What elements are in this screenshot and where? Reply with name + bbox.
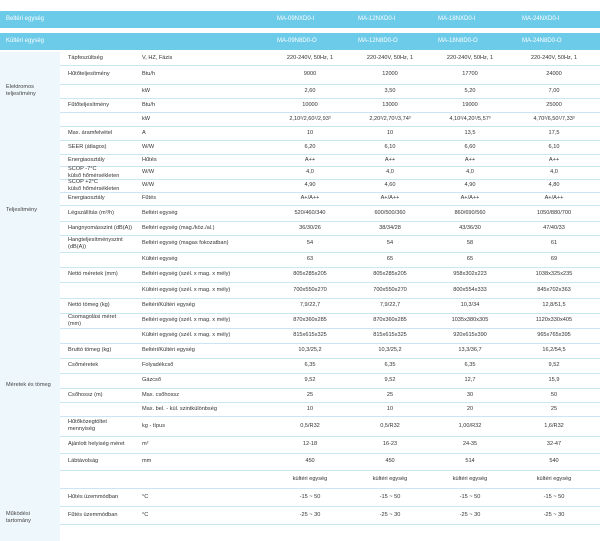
row-unit: A xyxy=(142,130,146,136)
value-cell: 2,20²/2,70¹/3,74³ xyxy=(369,116,411,122)
table-row xyxy=(60,252,600,268)
value-cell: 600/500/360 xyxy=(374,210,406,216)
value-cell: 6,35 xyxy=(464,362,476,368)
value-cell: -25 ~ 30 xyxy=(379,512,401,518)
value-cell: 4,0 xyxy=(466,169,474,175)
row-unit: kW xyxy=(142,88,151,94)
row-unit: Kültéri egység xyxy=(142,256,178,262)
row-label: SCOP -7°C külső hőmérsékleten xyxy=(68,166,120,179)
value-cell: -15 ~ 50 xyxy=(459,494,481,500)
row-unit: Beltéri egység (szél. x mag. x mély) xyxy=(142,271,231,277)
table-row xyxy=(60,221,600,236)
row-unit: Beltéri egység xyxy=(142,210,178,216)
value-cell: 9,52 xyxy=(548,362,560,368)
row-unit: mm xyxy=(142,458,152,464)
value-cell: 16-23 xyxy=(382,441,398,447)
value-cell: 25 xyxy=(306,392,314,398)
table-row xyxy=(60,506,600,525)
table-row xyxy=(60,488,600,507)
table-row xyxy=(60,235,600,253)
value-cell: 815x615x325 xyxy=(373,332,407,338)
value-cell: A+/A++ xyxy=(380,195,400,201)
value-cell: 25000 xyxy=(546,102,562,108)
table-row xyxy=(60,65,600,85)
value-cell: 10 xyxy=(386,130,394,136)
category-label: Működési tartomány xyxy=(6,511,31,524)
table-row xyxy=(60,179,600,193)
row-unit: Beltéri egység (magas fokozatban) xyxy=(142,240,229,246)
value-cell: 12000 xyxy=(382,71,398,77)
table-row xyxy=(60,98,600,113)
row-unit: m² xyxy=(142,441,149,447)
value-cell: 10 xyxy=(306,406,314,412)
value-cell: 4,60 xyxy=(384,182,396,188)
value-cell: 9,52 xyxy=(384,377,396,383)
row-unit: kg - típus xyxy=(142,423,166,429)
value-cell: 815x615x325 xyxy=(293,332,327,338)
value-cell: 6,60 xyxy=(464,144,476,150)
value-cell: A+/A++ xyxy=(544,195,564,201)
value-cell: 3,50 xyxy=(384,88,396,94)
table-row xyxy=(60,126,600,141)
row-label: Nettó tömeg (kg) xyxy=(68,302,110,308)
row-label: Hűtés üzemmódban xyxy=(68,494,119,500)
row-unit: Max. bel. - kül. szintkülönbség xyxy=(142,406,217,412)
value-cell: A+/A++ xyxy=(300,195,320,201)
outdoor-model-1: MA-09N8D0-O xyxy=(277,38,317,44)
value-cell: 6,35 xyxy=(304,362,316,368)
value-cell: 43/36/30 xyxy=(459,225,481,231)
row-label: Max. áramfelvétel xyxy=(68,130,113,136)
value-cell: 700x550x270 xyxy=(373,287,407,293)
row-unit: kW xyxy=(142,116,151,122)
table-row xyxy=(60,470,600,489)
value-cell: 10 xyxy=(306,130,314,136)
value-cell: 9000 xyxy=(303,71,317,77)
value-cell: 845x702x363 xyxy=(537,287,571,293)
value-cell: 958x302x223 xyxy=(453,271,487,277)
table-row xyxy=(60,84,600,99)
row-label: SCOP +2°C külső hőmérsékleten xyxy=(68,179,120,192)
indoor-header-row xyxy=(0,11,600,28)
value-cell: 6,10 xyxy=(548,144,560,150)
value-cell: 800x554x333 xyxy=(453,287,487,293)
row-unit: W/W xyxy=(142,182,155,188)
value-cell: 38/34/28 xyxy=(379,225,401,231)
value-cell: 4,0 xyxy=(550,169,558,175)
row-unit: W/W xyxy=(142,144,155,150)
value-cell: kültéri egység xyxy=(372,476,408,482)
value-cell: 965x765x395 xyxy=(537,332,571,338)
value-cell: 1038x325x235 xyxy=(535,271,573,277)
value-cell: 870x360x285 xyxy=(293,317,327,323)
indoor-label: Beltéri egység xyxy=(6,16,45,22)
table-row xyxy=(60,166,600,180)
row-label: Fűtőteljesítmény xyxy=(68,102,110,108)
value-cell: 1050/880/700 xyxy=(536,210,572,216)
row-unit: W/W xyxy=(142,169,155,175)
row-unit: Beltéri egység (mag./köz./al.) xyxy=(142,225,215,231)
row-label: Hűtőközegtöltet mennyiség xyxy=(68,419,107,432)
value-cell: -25 ~ 30 xyxy=(543,512,565,518)
row-label: Fűtés üzemmódban xyxy=(68,512,118,518)
row-label: Csőméretek xyxy=(68,362,99,368)
table-row xyxy=(60,205,600,222)
value-cell: 220-240V, 50Hz, 1 xyxy=(446,55,494,61)
value-cell: 61 xyxy=(550,240,558,246)
value-cell: 4,0 xyxy=(306,169,314,175)
value-cell: 13,3/36,7 xyxy=(458,347,482,353)
row-label: Hangteljesítményszint (dB(A)) xyxy=(68,237,123,250)
row-unit: V, HZ, Fázis xyxy=(142,55,173,61)
value-cell: -15 ~ 50 xyxy=(543,494,565,500)
value-cell: 450 xyxy=(305,458,315,464)
value-cell: 12,7 xyxy=(464,377,476,383)
value-cell: 58 xyxy=(466,240,474,246)
value-cell: 10,3/25,2 xyxy=(298,347,322,353)
table-row xyxy=(60,282,600,299)
value-cell: 870x360x285 xyxy=(373,317,407,323)
row-label: Bruttó tömeg (kg) xyxy=(68,347,112,353)
row-label: Csomagolási méret (mm) xyxy=(68,314,117,327)
value-cell: -15 ~ 50 xyxy=(379,494,401,500)
row-label: Lábtávolság xyxy=(68,458,99,464)
value-cell: 805x285x205 xyxy=(293,271,327,277)
value-cell: 63 xyxy=(306,256,314,262)
value-cell: 4,0 xyxy=(386,169,394,175)
table-row xyxy=(60,112,600,127)
value-cell: 2,10²/2,60¹/2,93³ xyxy=(289,116,331,122)
value-cell: 0,5/R32 xyxy=(300,423,320,429)
value-cell: 12,8/51,5 xyxy=(542,302,566,308)
row-label: Tápfeszültség xyxy=(68,55,103,61)
row-unit: °C xyxy=(142,494,149,500)
value-cell: 0,5/R32 xyxy=(380,423,400,429)
value-cell: 10,3/25,2 xyxy=(378,347,402,353)
value-cell: 220-240V, 50Hz, 1 xyxy=(366,55,414,61)
value-cell: 450 xyxy=(385,458,395,464)
category-cell xyxy=(0,470,60,488)
row-label: Energiaosztály xyxy=(68,195,105,201)
indoor-model-2: MA-12NXD0-I xyxy=(358,16,396,22)
value-cell: 2,60 xyxy=(304,88,316,94)
value-cell: A++ xyxy=(304,157,316,163)
value-cell: 860/690/560 xyxy=(454,210,486,216)
table-row xyxy=(60,436,600,454)
value-cell: 50 xyxy=(550,392,558,398)
value-cell: 1120x330x405 xyxy=(535,317,573,323)
row-unit: Folyadékcső xyxy=(142,362,174,368)
value-cell: 20 xyxy=(466,406,474,412)
category-label: Méretek és tömeg xyxy=(6,382,51,388)
value-cell: 700x550x270 xyxy=(293,287,327,293)
value-cell: A++ xyxy=(548,157,560,163)
value-cell: 220-240V, 50Hz, 1 xyxy=(286,55,334,61)
table-row xyxy=(60,402,600,417)
value-cell: -25 ~ 30 xyxy=(459,512,481,518)
value-cell: -25 ~ 30 xyxy=(299,512,321,518)
outdoor-model-4: MA-24N8D0-O xyxy=(522,38,562,44)
value-cell: A++ xyxy=(464,157,476,163)
value-cell: 10000 xyxy=(302,102,318,108)
value-cell: 10,3/34 xyxy=(460,302,480,308)
value-cell: 13,5 xyxy=(464,130,476,136)
row-label: Ajánlott helyiség méret xyxy=(68,441,125,447)
value-cell: 1,00/R32 xyxy=(458,423,482,429)
value-cell: 540 xyxy=(549,458,559,464)
table-row xyxy=(60,328,600,344)
value-cell: 13000 xyxy=(382,102,398,108)
value-cell: 24000 xyxy=(546,71,562,77)
row-unit: Btu/h xyxy=(142,102,156,108)
value-cell: 17700 xyxy=(462,71,478,77)
value-cell: kültéri egység xyxy=(452,476,488,482)
value-cell: 12-18 xyxy=(302,441,318,447)
value-cell: kültéri egység xyxy=(536,476,572,482)
row-label: Nettó méretek (mm) xyxy=(68,271,118,277)
value-cell: 805x285x205 xyxy=(373,271,407,277)
table-row xyxy=(60,298,600,314)
table-row xyxy=(60,388,600,403)
value-cell: 4,10²/4,20¹/5,57³ xyxy=(449,116,491,122)
value-cell: 9,52 xyxy=(304,377,316,383)
value-cell: 19000 xyxy=(462,102,478,108)
row-unit: Btu/h xyxy=(142,71,156,77)
row-unit: Gázcső xyxy=(142,377,161,383)
value-cell: kültéri egység xyxy=(292,476,328,482)
row-unit: Beltéri egység (szél. x mag. x mély) xyxy=(142,317,231,323)
category-label: Elektromos teljesítmény xyxy=(6,84,36,97)
row-unit: Beltéri/Kültéri egység xyxy=(142,347,195,353)
value-cell: 6,10 xyxy=(384,144,396,150)
value-cell: 47/40/33 xyxy=(543,225,565,231)
row-unit: Beltéri/Kültéri egység xyxy=(142,302,195,308)
row-label: SEER (átlagos) xyxy=(68,144,107,150)
row-unit: Fűtés xyxy=(142,195,156,201)
table-row xyxy=(60,416,600,437)
row-unit: Kültéri egység (szél. x mag. x mély) xyxy=(142,332,231,338)
table-row xyxy=(60,343,600,359)
value-cell: 16,2/54,5 xyxy=(542,347,566,353)
row-label: Hűtőteljesítmény xyxy=(68,71,110,77)
value-cell: 4,90 xyxy=(464,182,476,188)
value-cell: 17,5 xyxy=(548,130,560,136)
row-unit: Kültéri egység (szél. x mag. x mély) xyxy=(142,287,231,293)
row-label: Energiaosztály xyxy=(68,157,105,163)
value-cell: 514 xyxy=(465,458,475,464)
table-row xyxy=(60,140,600,155)
value-cell: A++ xyxy=(384,157,396,163)
value-cell: 65 xyxy=(386,256,394,262)
value-cell: 32-47 xyxy=(546,441,562,447)
value-cell: -15 ~ 50 xyxy=(299,494,321,500)
category-label: Teljesítmény xyxy=(6,207,38,213)
outdoor-model-2: MA-12N8D0-O xyxy=(358,38,398,44)
value-cell: 220-240V, 50Hz, 1 xyxy=(530,55,578,61)
value-cell: 15,9 xyxy=(548,377,560,383)
indoor-model-3: MA-18NXD0-I xyxy=(438,16,476,22)
value-cell: 5,20 xyxy=(464,88,476,94)
table-row xyxy=(60,453,600,471)
value-cell: 7,00 xyxy=(548,88,560,94)
value-cell: 6,35 xyxy=(384,362,396,368)
value-cell: 4,80 xyxy=(548,182,560,188)
value-cell: 520/460/340 xyxy=(294,210,326,216)
value-cell: 65 xyxy=(466,256,474,262)
value-cell: 4,90 xyxy=(304,182,316,188)
value-cell: 920x615x390 xyxy=(453,332,487,338)
table-row xyxy=(60,358,600,374)
row-unit: °C xyxy=(142,512,149,518)
value-cell: A+/A++ xyxy=(460,195,480,201)
table-row xyxy=(60,313,600,329)
row-label: Légszállítás (m³/h) xyxy=(68,210,115,216)
value-cell: 1,6/R32 xyxy=(544,423,564,429)
row-label: Csőhossz (m) xyxy=(68,392,103,398)
value-cell: 54 xyxy=(306,240,314,246)
value-cell: 24-35 xyxy=(462,441,478,447)
value-cell: 1035x380x305 xyxy=(451,317,489,323)
value-cell: 36/30/26 xyxy=(299,225,321,231)
row-unit: Max. csőhossz xyxy=(142,392,179,398)
value-cell: 10 xyxy=(386,406,394,412)
value-cell: 7,9/22,7 xyxy=(379,302,401,308)
table-row xyxy=(60,192,600,206)
row-label: Hangnyomásszint (dB(A)) xyxy=(68,225,133,231)
value-cell: 4,70²/6,50¹/7,33³ xyxy=(533,116,575,122)
table-row xyxy=(60,373,600,389)
value-cell: 7,9/22,7 xyxy=(299,302,321,308)
indoor-model-4: MA-24NXD0-I xyxy=(522,16,560,22)
value-cell: 54 xyxy=(386,240,394,246)
outdoor-model-3: MA-18N8D0-O xyxy=(438,38,478,44)
table-row xyxy=(60,52,600,66)
value-cell: 30 xyxy=(466,392,474,398)
outdoor-header-row xyxy=(0,33,600,50)
row-unit: Hűtés xyxy=(142,157,157,163)
value-cell: 6,20 xyxy=(304,144,316,150)
value-cell: 25 xyxy=(550,406,558,412)
indoor-model-1: MA-09NXD0-I xyxy=(277,16,315,22)
value-cell: 69 xyxy=(550,256,558,262)
outdoor-label: Kültéri egység xyxy=(6,38,45,44)
table-row xyxy=(60,267,600,283)
value-cell: 25 xyxy=(386,392,394,398)
